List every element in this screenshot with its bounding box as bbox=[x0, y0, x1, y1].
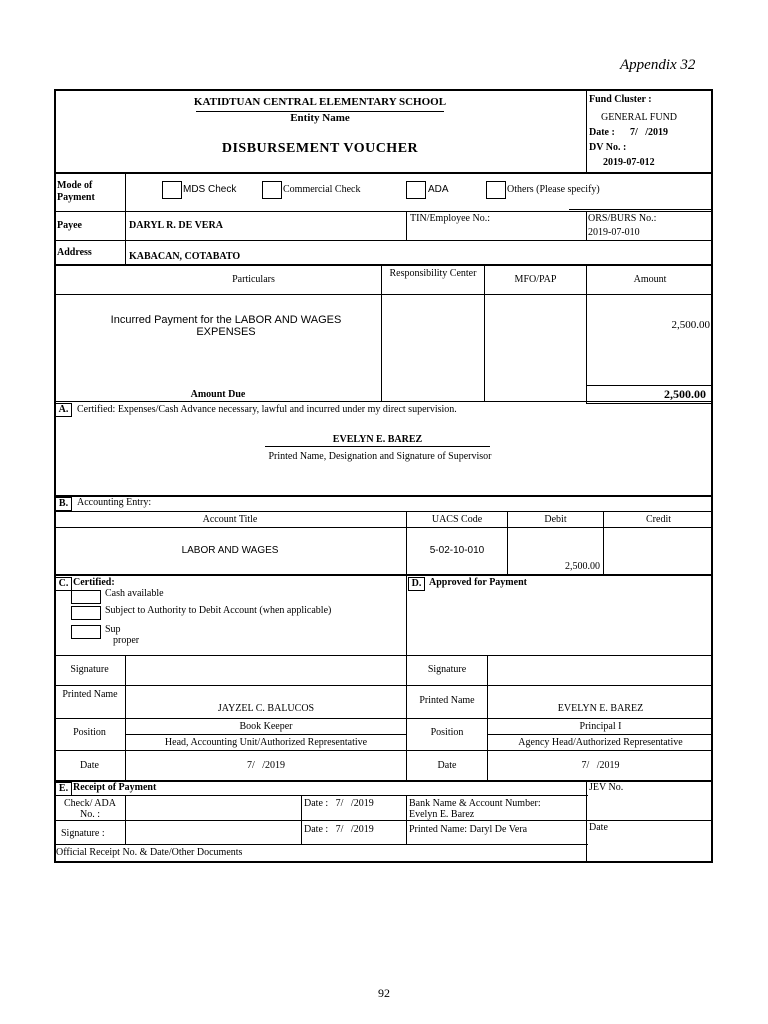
d-position-label: Position bbox=[430, 727, 464, 738]
c-date-value: 7/ /2019 bbox=[246, 760, 286, 771]
particulars-header: Particulars bbox=[232, 274, 275, 285]
entity-name-label: Entity Name bbox=[290, 112, 350, 124]
payee-value: DARYL R. DE VERA bbox=[129, 220, 223, 231]
dv-no-value: 2019-07-012 bbox=[603, 157, 655, 168]
address-label: Address bbox=[57, 247, 92, 258]
d-position-caption: Agency Head/Authorized Representative bbox=[518, 737, 683, 748]
date-label: Date : bbox=[589, 127, 615, 138]
section-b-letter: B. bbox=[55, 497, 72, 511]
commercial-check-label: Commercial Check bbox=[283, 184, 361, 195]
page-number: 92 bbox=[378, 986, 390, 1000]
section-d-letter: D. bbox=[408, 577, 425, 591]
fund-cluster-label: Fund Cluster : bbox=[589, 94, 652, 105]
e-printed-name: Printed Name: Daryl De Vera bbox=[409, 824, 528, 835]
c-printed-name-value: JAYZEL C. BALUCOS bbox=[217, 703, 315, 714]
d-position-value: Principal I bbox=[579, 721, 622, 732]
responsibility-center-header: Responsibility Center bbox=[389, 268, 477, 279]
certified-label: Certified: bbox=[73, 577, 115, 588]
supporting-documents-label: Sup bbox=[105, 624, 121, 635]
particulars-text: Incurred Payment for the LABOR AND WAGES EXPENSES bbox=[110, 314, 342, 338]
appendix-label: Appendix 32 bbox=[620, 57, 696, 73]
receipt-of-payment-label: Receipt of Payment bbox=[73, 782, 157, 793]
d-printed-name-label: Printed Name bbox=[419, 695, 475, 706]
c-date-label: Date bbox=[80, 760, 99, 771]
uacs-code-value: 5-02-10-010 bbox=[429, 545, 485, 556]
credit-header: Credit bbox=[646, 514, 671, 525]
e-date-2: Date : 7/ /2019 bbox=[304, 824, 374, 835]
fund-cluster-value: GENERAL FUND bbox=[601, 112, 678, 123]
d-date-value: 7/ /2019 bbox=[581, 760, 620, 771]
payee-label: Payee bbox=[57, 220, 82, 231]
d-signature-label: Signature bbox=[427, 664, 467, 675]
supporting-documents-checkbox[interactable] bbox=[71, 625, 101, 639]
tin-label: TIN/Employee No.: bbox=[410, 213, 490, 224]
section-c-letter: C. bbox=[55, 577, 72, 591]
e-date-1: Date : 7/ /2019 bbox=[304, 798, 374, 809]
e-signature-label: Signature : bbox=[61, 828, 105, 839]
dv-no-label: DV No. : bbox=[589, 142, 627, 153]
cash-available-checkbox[interactable] bbox=[71, 590, 101, 604]
amount-header: Amount bbox=[633, 274, 667, 285]
ors-burs-value: 2019-07-010 bbox=[588, 227, 640, 238]
d-date-label: Date bbox=[437, 760, 457, 771]
account-title-header: Account Title bbox=[202, 514, 258, 525]
mode-of-payment-label: Mode of Payment bbox=[57, 180, 95, 203]
amount-value: 2,500.00 bbox=[671, 319, 710, 331]
ors-burs-label: ORS/BURS No.: bbox=[588, 213, 657, 224]
c-position-label: Position bbox=[73, 727, 106, 738]
amount-due-label: Amount Due bbox=[190, 389, 246, 400]
debit-value: 2,500.00 bbox=[565, 561, 600, 572]
c-position-value: Book Keeper bbox=[239, 721, 293, 732]
section-e-letter: E. bbox=[55, 782, 72, 796]
c-printed-name-label: Printed Name bbox=[62, 689, 118, 700]
ada-label: ADA bbox=[428, 184, 449, 195]
supervisor-name: EVELYN E. BAREZ bbox=[332, 434, 423, 445]
e-date-label: Date bbox=[589, 822, 608, 833]
debit-header: Debit bbox=[544, 514, 567, 525]
others-checkbox[interactable] bbox=[486, 181, 506, 199]
official-receipt-label: Official Receipt No. & Date/Other Documents bbox=[56, 847, 243, 858]
school-name: KATIDTUAN CENTRAL ELEMENTARY SCHOOL bbox=[193, 96, 447, 108]
d-printed-name-value: EVELYN E. BAREZ bbox=[557, 703, 644, 714]
mfo-pap-header: MFO/PAP bbox=[514, 274, 557, 285]
bank-name-label: Bank Name & Account Number: bbox=[409, 798, 541, 809]
uacs-code-header: UACS Code bbox=[431, 514, 483, 525]
supporting-documents-label-2: proper bbox=[113, 635, 140, 646]
ada-checkbox[interactable] bbox=[406, 181, 426, 199]
check-ada-no-label: Check/ ADA No. : bbox=[64, 798, 116, 820]
mds-check-checkbox[interactable] bbox=[162, 181, 182, 199]
accounting-entry-label: Accounting Entry: bbox=[77, 497, 152, 508]
mds-check-label: MDS Check bbox=[183, 184, 237, 195]
account-title-value: LABOR AND WAGES bbox=[181, 545, 279, 556]
section-a-letter: A. bbox=[55, 403, 72, 417]
c-signature-label: Signature bbox=[70, 664, 109, 675]
form-title: DISBURSEMENT VOUCHER bbox=[221, 141, 419, 156]
commercial-check-checkbox[interactable] bbox=[262, 181, 282, 199]
subject-authority-label: Subject to Authority to Debit Account (when applicable) bbox=[105, 605, 332, 616]
approved-for-payment-label: Approved for Payment bbox=[429, 577, 527, 588]
bank-account-value: Evelyn E. Barez bbox=[409, 809, 475, 820]
date-value: 7/ /2019 bbox=[630, 127, 669, 138]
supervisor-caption: Printed Name, Designation and Signature of Supervisor bbox=[268, 451, 492, 462]
section-a-certification: Certified: Expenses/Cash Advance necessary, lawful and incurred under my direct supervision. bbox=[77, 404, 457, 415]
subject-authority-checkbox[interactable] bbox=[71, 606, 101, 620]
cash-available-label: Cash available bbox=[105, 588, 164, 599]
jev-no-label: JEV No. bbox=[589, 782, 624, 793]
others-label: Others (Please specify) bbox=[507, 184, 600, 195]
c-position-caption: Head, Accounting Unit/Authorized Representative bbox=[164, 737, 368, 748]
amount-due-value: 2,500.00 bbox=[664, 387, 706, 401]
address-value: KABACAN, COTABATO bbox=[129, 251, 241, 262]
